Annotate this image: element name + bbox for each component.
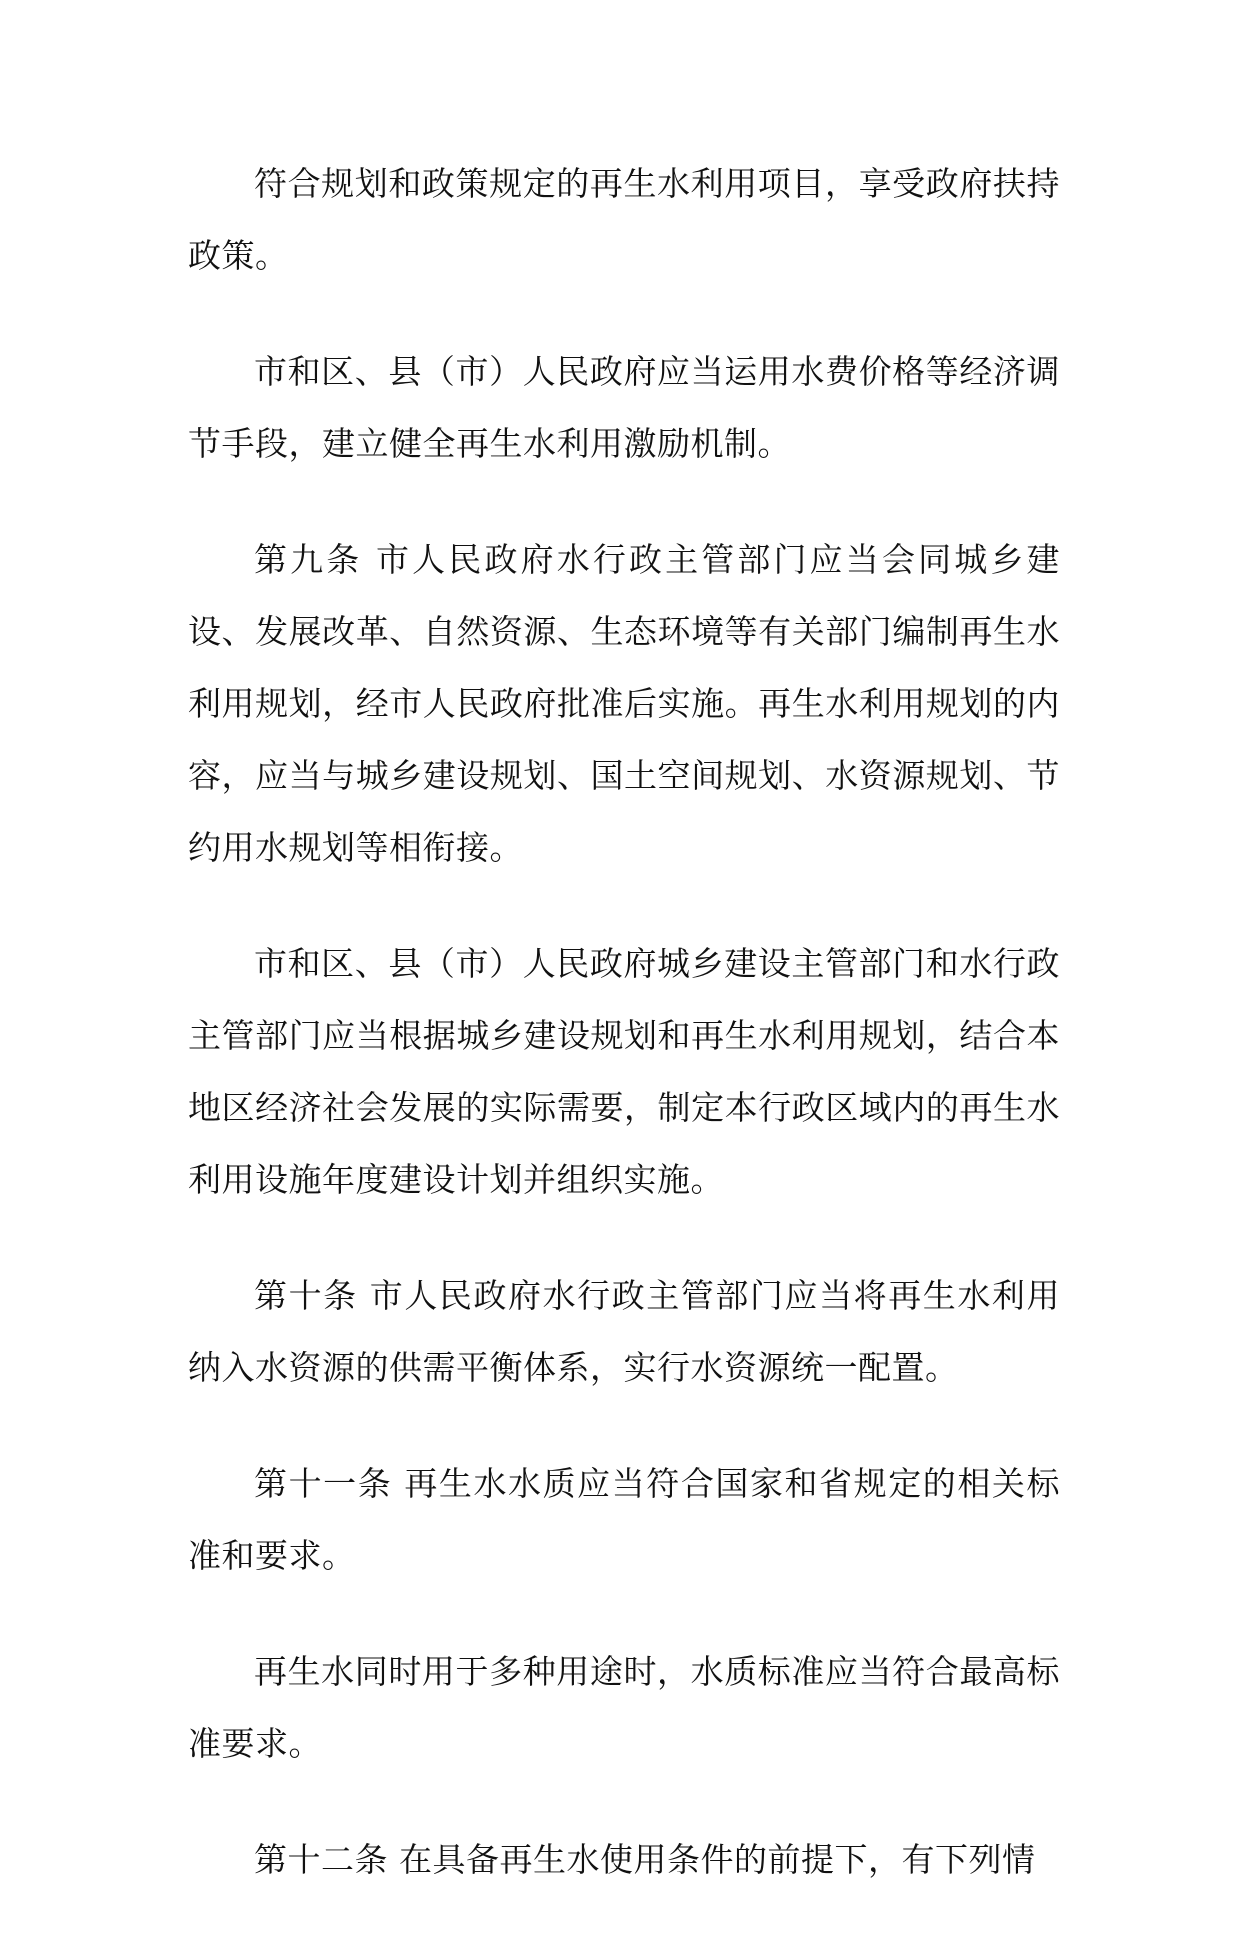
paragraph-5: 第十条 市人民政府水行政主管部门应当将再生水利用纳入水资源的供需平衡体系，实行水资源统一配置。 [188,1276,1060,1387]
document-body [188,148,1060,1940]
paragraph-4: 市和区、县（市）人民政府城乡建设主管部门和水行政主管部门应当根据城乡建设规划和再生水利用规划，结合本地区经济社会发展的实际需要，制定本行政区域内的再生水利用设施年度建设计划并组织实施。 [188,944,1060,1199]
paragraph-1: 符合规划和政策规定的再生水利用项目，享受政府扶持政策。 [188,164,1060,275]
paragraph-8: 第十二条 在具备再生水使用条件的前提下，有下列情 [254,1840,1036,1879]
paragraph-6: 第十一条 再生水水质应当符合国家和省规定的相关标准和要求。 [188,1464,1060,1575]
paragraph-3: 第九条 市人民政府水行政主管部门应当会同城乡建设、发展改革、自然资源、生态环境等有关部门编制再生水利用规划，经市人民政府批准后实施。再生水利用规划的内容，应当与城乡建设规划、国土空间规划、水资源规划、节约用水规划等相衔接。 [188,540,1060,867]
paragraph-2: 市和区、县（市）人民政府应当运用水费价格等经济调节手段，建立健全再生水利用激励机制。 [188,352,1060,463]
paragraph-7: 再生水同时用于多种用途时，水质标准应当符合最高标准要求。 [188,1652,1060,1763]
